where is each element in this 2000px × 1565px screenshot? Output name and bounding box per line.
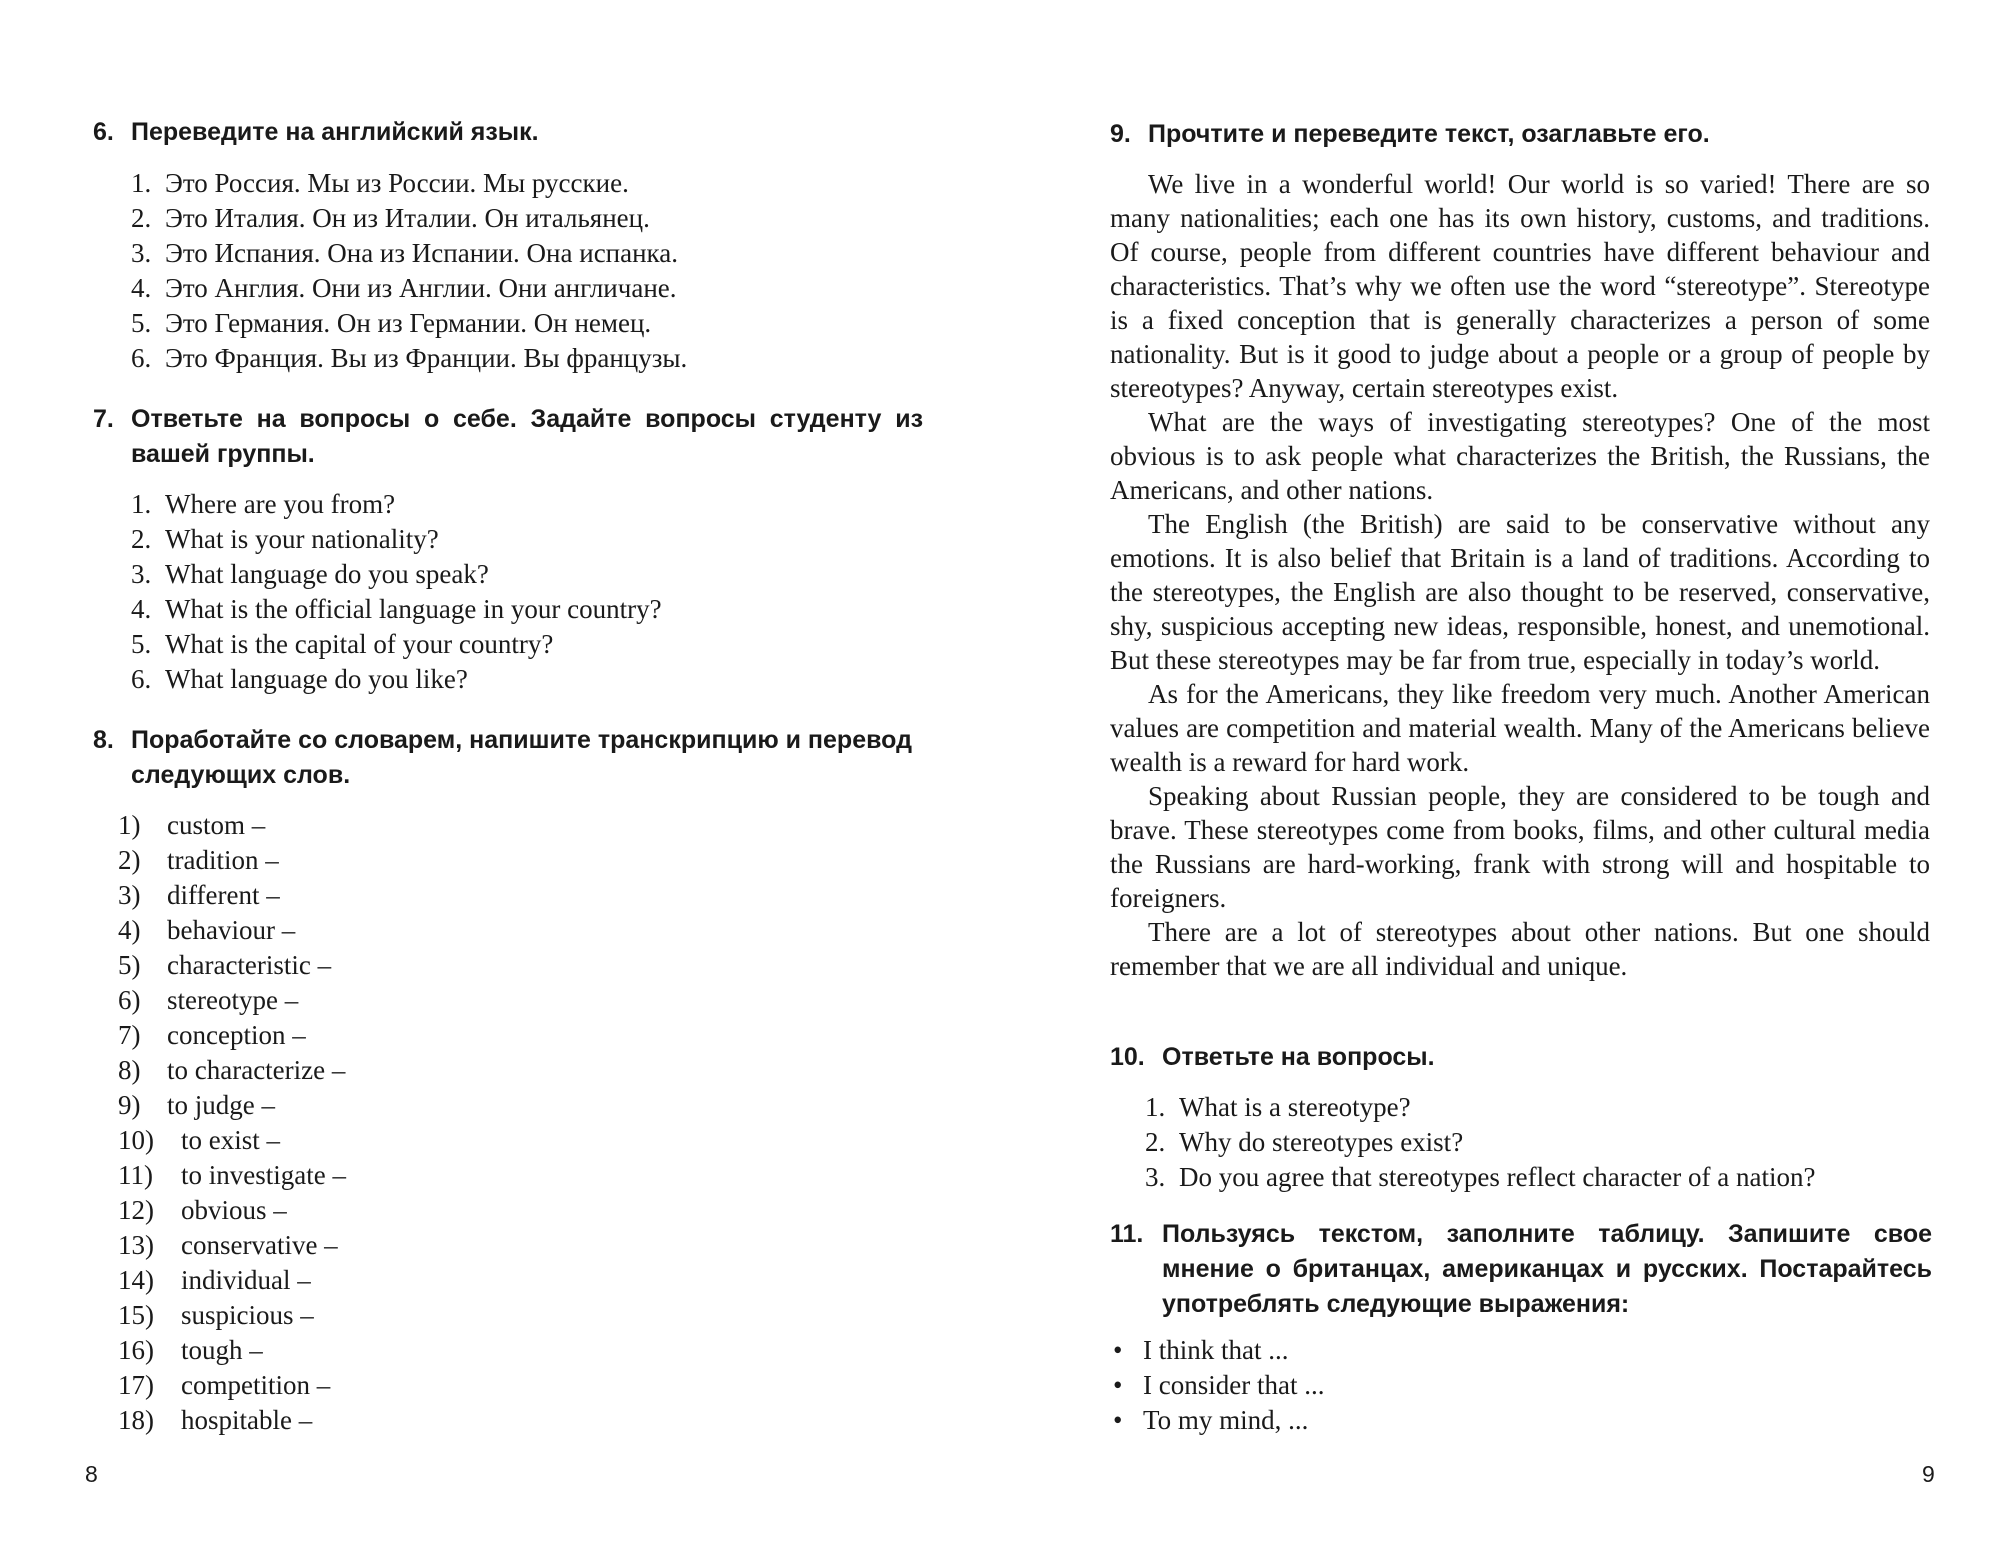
- item-text: What is a stereotype?: [1179, 1092, 1411, 1122]
- item-text: to exist –: [181, 1125, 280, 1155]
- item-number: 6.: [131, 664, 152, 694]
- item-text: custom –: [167, 810, 266, 840]
- item-text: characteristic –: [167, 950, 332, 980]
- item-number: 13): [118, 1230, 154, 1260]
- task-title: Переведите на английский язык.: [131, 118, 539, 146]
- list-item: [1110, 1403, 1324, 1438]
- list-item: [118, 1298, 346, 1333]
- item-text: I think that ...: [1143, 1335, 1289, 1365]
- page-number: 9: [1922, 1461, 1935, 1487]
- item-text: behaviour –: [167, 915, 296, 945]
- task-6-heading: [93, 115, 923, 150]
- item-text: Это Франция. Вы из Франции. Вы французы.: [165, 343, 688, 373]
- list-item: [131, 522, 662, 557]
- task-11-phrase-list: [1110, 1333, 1324, 1438]
- list-item: [118, 1193, 346, 1228]
- item-number: 3.: [1145, 1162, 1166, 1192]
- item-text: suspicious –: [181, 1300, 314, 1330]
- list-item: [1145, 1125, 1815, 1160]
- list-item: [118, 878, 346, 913]
- item-text: Это Англия. Они из Англии. Они англичане.: [165, 273, 677, 303]
- task-8-word-list: [118, 808, 346, 1438]
- item-text: What is your nationality?: [165, 524, 439, 554]
- list-item: [118, 913, 346, 948]
- list-item: [118, 843, 346, 878]
- item-number: 2.: [131, 203, 152, 233]
- item-text: Это Германия. Он из Германии. Он немец.: [165, 308, 652, 338]
- task-11-heading: [1110, 1217, 1932, 1322]
- task-title: Пользуясь текстом, заполните таблицу. Запишите свое мнение о британцах, американцах и русских. Постарайтесь употреблять следующие выражения:: [1162, 1220, 1932, 1318]
- task-7-list: [131, 487, 662, 697]
- item-number: 12): [118, 1195, 154, 1225]
- item-text: stereotype –: [167, 985, 299, 1015]
- list-item: [131, 592, 662, 627]
- bullet-icon: •: [1113, 1370, 1123, 1400]
- task-number: 9.: [1110, 120, 1131, 148]
- item-text: different –: [167, 880, 280, 910]
- task-9-reading-text: [1110, 167, 1930, 983]
- item-number: 7): [118, 1020, 141, 1050]
- item-text: hospitable –: [181, 1405, 313, 1435]
- item-number: 3): [118, 880, 141, 910]
- list-item: [131, 166, 687, 201]
- paragraph: Speaking about Russian people, they are considered to be tough and brave. These stereotypes come from books, films, and other cultural media the Russians are hard-working, frank with strong will and hospitable to foreigners.: [1110, 781, 1930, 913]
- item-text: I consider that ...: [1143, 1370, 1325, 1400]
- item-number: 3.: [131, 559, 152, 589]
- item-text: to investigate –: [181, 1160, 346, 1190]
- list-item: [118, 1158, 346, 1193]
- item-text: Do you agree that stereotypes reflect character of a nation?: [1179, 1162, 1816, 1192]
- item-number: 14): [118, 1265, 154, 1295]
- item-number: 2.: [131, 524, 152, 554]
- item-number: 2): [118, 845, 141, 875]
- item-number: 6): [118, 985, 141, 1015]
- item-text: What is the official language in your country?: [165, 594, 662, 624]
- task-title: Ответьте на вопросы о себе. Задайте вопросы студенту из вашей группы.: [131, 405, 923, 468]
- list-item: [131, 662, 662, 697]
- list-item: [1145, 1090, 1815, 1125]
- item-text: What language do you like?: [165, 664, 468, 694]
- list-item: [131, 271, 687, 306]
- item-number: 10): [118, 1125, 154, 1155]
- item-number: 16): [118, 1335, 154, 1365]
- task-8-heading: [93, 723, 923, 793]
- list-item: [118, 1088, 346, 1123]
- item-text: Where are you from?: [165, 489, 396, 519]
- item-text: competition –: [181, 1370, 331, 1400]
- item-number: 9): [118, 1090, 141, 1120]
- item-text: tough –: [181, 1335, 263, 1365]
- list-item: [1145, 1160, 1815, 1195]
- paragraph: What are the ways of investigating stereotypes? One of the most obvious is to ask people what characterizes the British, the Russians, the Americans, and other nations.: [1110, 407, 1930, 505]
- item-number: 1.: [131, 489, 152, 519]
- item-text: To my mind, ...: [1143, 1405, 1309, 1435]
- item-text: Why do stereotypes exist?: [1179, 1127, 1464, 1157]
- item-text: conception –: [167, 1020, 306, 1050]
- task-7-heading: [93, 402, 923, 472]
- item-number: 1.: [131, 168, 152, 198]
- item-number: 8): [118, 1055, 141, 1085]
- item-number: 11): [118, 1160, 153, 1190]
- item-number: 5.: [131, 308, 152, 338]
- paragraph: As for the Americans, they like freedom very much. Another American values are competition and material wealth. Many of the Americans believe wealth is a reward for hard work.: [1110, 679, 1930, 777]
- item-number: 6.: [131, 343, 152, 373]
- item-number: 18): [118, 1405, 154, 1435]
- task-number: 8.: [93, 726, 114, 754]
- item-text: What language do you speak?: [165, 559, 489, 589]
- item-number: 5): [118, 950, 141, 980]
- item-number: 1.: [1145, 1092, 1166, 1122]
- list-item: [131, 487, 662, 522]
- list-item: [131, 236, 687, 271]
- item-text: Это Италия. Он из Италии. Он итальянец.: [165, 203, 650, 233]
- list-item: [118, 1263, 346, 1298]
- list-item: [131, 627, 662, 662]
- task-number: 11.: [1110, 1220, 1144, 1248]
- task-title: Прочтите и переведите текст, озаглавьте его.: [1148, 120, 1710, 148]
- item-text: Это Россия. Мы из России. Мы русские.: [165, 168, 629, 198]
- item-number: 4.: [131, 273, 152, 303]
- item-text: obvious –: [181, 1195, 287, 1225]
- task-9-heading: [1110, 117, 1940, 152]
- paragraph: The English (the British) are said to be conservative without any emotions. It is also belief that Britain is a land of traditions. According to the stereotypes, the English are also thought to be reserved, conservative, shy, suspicious accepting new ideas, responsible, honest, and unemotional. But these stereotypes may be far from true, especially in today’s world.: [1110, 509, 1930, 675]
- list-item: [118, 1228, 346, 1263]
- bullet-icon: •: [1113, 1405, 1123, 1435]
- list-item: [131, 306, 687, 341]
- item-text: individual –: [181, 1265, 311, 1295]
- list-item: [118, 1403, 346, 1438]
- item-number: 5.: [131, 629, 152, 659]
- item-text: tradition –: [167, 845, 279, 875]
- paragraph: We live in a wonderful world! Our world is so varied! There are so many nationalities; each one has its own history, customs, and traditions. Of course, people from different countries have different behaviour and characteristics. That’s why we often use the word “stereotype”. Stereotype is a fixed conception that is generally characterizes a person of some nationality. But is it good to judge about a people or a group of people by stereotypes? Anyway, certain stereotypes exist.: [1110, 169, 1930, 403]
- list-item: [131, 557, 662, 592]
- item-number: 1): [118, 810, 141, 840]
- list-item: [1110, 1368, 1324, 1403]
- task-10-list: [1145, 1090, 1815, 1195]
- task-number: 6.: [93, 118, 114, 146]
- task-6-list: [131, 166, 687, 376]
- list-item: [118, 983, 346, 1018]
- item-text: to judge –: [167, 1090, 275, 1120]
- right-page: [1000, 0, 2000, 1565]
- task-number: 10.: [1110, 1043, 1145, 1071]
- list-item: [131, 341, 687, 376]
- list-item: [118, 1018, 346, 1053]
- paragraph: There are a lot of stereotypes about other nations. But one should remember that we are all individual and unique.: [1110, 917, 1930, 981]
- item-text: conservative –: [181, 1230, 338, 1260]
- bullet-icon: •: [1113, 1335, 1123, 1365]
- item-text: Это Испания. Она из Испании. Она испанка.: [165, 238, 678, 268]
- task-title: Поработайте со словарем, напишите транскрипцию и перевод следующих слов.: [131, 726, 912, 789]
- item-number: 4): [118, 915, 141, 945]
- page-number: 8: [85, 1461, 98, 1487]
- item-number: 4.: [131, 594, 152, 624]
- item-number: 17): [118, 1370, 154, 1400]
- item-number: 15): [118, 1300, 154, 1330]
- list-item: [118, 1123, 346, 1158]
- item-number: 3.: [131, 238, 152, 268]
- task-10-heading: [1110, 1040, 1940, 1075]
- task-title: Ответьте на вопросы.: [1162, 1043, 1435, 1071]
- task-number: 7.: [93, 405, 114, 433]
- list-item: [118, 948, 346, 983]
- list-item: [118, 1368, 346, 1403]
- list-item: [118, 1333, 346, 1368]
- list-item: [118, 808, 346, 843]
- item-number: 2.: [1145, 1127, 1166, 1157]
- list-item: [131, 201, 687, 236]
- item-text: to characterize –: [167, 1055, 346, 1085]
- list-item: [118, 1053, 346, 1088]
- list-item: [1110, 1333, 1324, 1368]
- item-text: What is the capital of your country?: [165, 629, 554, 659]
